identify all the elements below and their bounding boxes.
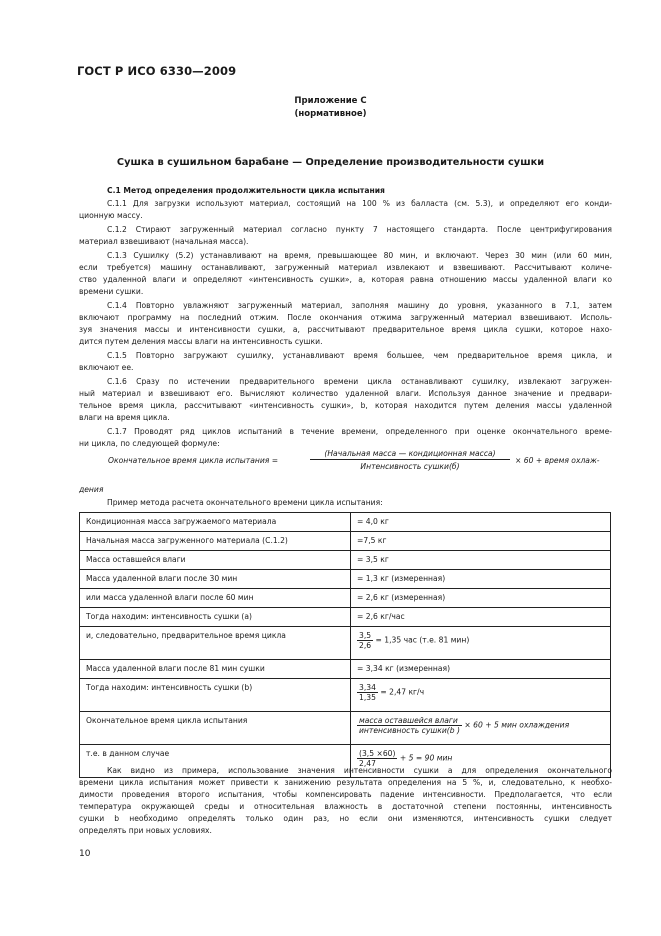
formula-denominator: Интенсивность сушки(б) bbox=[360, 462, 460, 471]
document-header: ГОСТ Р ИСО 6330—2009 bbox=[77, 64, 237, 78]
table-row bbox=[80, 532, 611, 551]
row-label: Начальная масса загруженного материала (С.1.2) bbox=[80, 532, 351, 551]
row-label: т.е. в данном случае bbox=[80, 745, 351, 778]
table-row bbox=[80, 551, 611, 570]
appendix-type: (нормативное) bbox=[294, 109, 367, 119]
row-label: Кондиционная масса загружаемого материала bbox=[80, 513, 351, 532]
appendix-title: Сушка в сушильном барабане — Определение производительности сушки bbox=[116, 157, 545, 168]
fraction-numerator: масса оставшейся влаги bbox=[357, 716, 462, 726]
paragraph-line: если требуется) машину останавливают, загруженный материал извлекают и взвешивают. Рассчитывают количе- bbox=[79, 263, 612, 272]
calculation-table bbox=[79, 512, 611, 778]
row-label: Окончательное время цикла испытания bbox=[80, 712, 351, 745]
fraction-denominator: 2,47 bbox=[359, 759, 376, 768]
paragraph-line: ный материал и взвешивают его. Вычисляют количество удаленной влаги. Используя данное значение и предвари- bbox=[79, 389, 612, 398]
row-label: и, следовательно, предварительное время цикла bbox=[80, 627, 351, 660]
row-value: = 3,34 кг (измеренная) bbox=[351, 660, 611, 679]
paragraph-line: влаги на время цикла. bbox=[79, 413, 170, 422]
example-intro: Пример метода расчета окончательного времени цикла испытания: bbox=[107, 498, 383, 507]
table-row bbox=[80, 589, 611, 608]
paragraph-line: зуя значения массы и интенсивности сушки, a, рассчитывают предварительное время цикла сушки, которое нахо- bbox=[79, 325, 612, 334]
fraction-denominator: 2,6 bbox=[359, 641, 372, 650]
row-value: = 4,0 кг bbox=[351, 513, 611, 532]
row-value-cell bbox=[351, 712, 611, 745]
paragraph-line: димости проведения второго испытания, чтобы компенсировать падение интенсивности. Предполагается, что если bbox=[79, 790, 612, 799]
paragraph-line: С.1.5 Повторно загружают сушилку, устанавливают время большее, чем предварительное время цикла, и bbox=[107, 351, 612, 360]
table-row bbox=[80, 712, 611, 745]
formula-continuation: дения bbox=[79, 485, 104, 494]
paragraph-line: ство удаленной влаги и определяют «интенсивность сушки», a, которая равна отношению массы удаленной влаги ко bbox=[79, 275, 612, 284]
row-label: Масса удаленной влаги после 81 мин сушки bbox=[80, 660, 351, 679]
row-value-cell bbox=[351, 627, 611, 660]
paragraph-line: времени сушки. bbox=[79, 287, 144, 296]
row-label: Тогда находим: интенсивность сушки (a) bbox=[80, 608, 351, 627]
paragraph-line: С.1.2 Стирают загруженный материал согласно пункту 7 настоящего стандарта. После центрифугирования bbox=[107, 225, 612, 234]
table-row bbox=[80, 627, 611, 660]
appendix-name: Приложение С bbox=[294, 96, 367, 106]
section-heading: С.1 Метод определения продолжительности цикла испытания bbox=[107, 186, 385, 195]
fraction bbox=[357, 683, 378, 702]
table-row bbox=[80, 513, 611, 532]
row-value: × 60 + 5 мин охлаждения bbox=[464, 720, 570, 730]
fraction-numerator: 3,34 bbox=[359, 683, 376, 692]
paragraph-line: С.1.3 Сушилку (5.2) устанавливают на время, превышающее 80 мин, и включают. Через 30 мин (или 60 мин, bbox=[107, 251, 612, 260]
paragraph-line: материал взвешивают (начальная масса). bbox=[79, 237, 249, 246]
paragraph-line: определять при новых условиях. bbox=[79, 826, 212, 835]
formula-rhs: × 60 + время охлаж- bbox=[515, 456, 600, 465]
fraction-denominator: 1,35 bbox=[359, 693, 376, 702]
row-label: Масса оставшейся влаги bbox=[80, 551, 351, 570]
table-row bbox=[80, 679, 611, 712]
paragraph-line: С.1.6 Сразу по истечении предварительного времени цикла останавливают сушилку, извлекают загружен- bbox=[107, 377, 612, 386]
row-value: = 2,6 кг/час bbox=[351, 608, 611, 627]
row-value: =7,5 кг bbox=[351, 532, 611, 551]
page-number: 10 bbox=[79, 849, 91, 859]
fraction-numerator: 3,5 bbox=[359, 631, 372, 640]
paragraph-line: Как видно из примера, использование значения интенсивности сушки a для определения окончательного bbox=[107, 766, 612, 775]
table-row bbox=[80, 660, 611, 679]
paragraph-line: времени цикла испытания может привести к занижению результата определения на 5 %, и, следовательно, к необхо- bbox=[79, 778, 612, 787]
paragraph-line: ни цикла, по следующей формуле: bbox=[79, 439, 220, 448]
formula-numerator: (Начальная масса — кондиционная масса) bbox=[310, 449, 510, 460]
row-value: + 5 = 90 мин bbox=[399, 753, 453, 763]
paragraph-line: включают ее. bbox=[79, 363, 134, 372]
row-label: Тогда находим: интенсивность сушки (b) bbox=[80, 679, 351, 712]
row-value-cell bbox=[351, 679, 611, 712]
fraction bbox=[357, 716, 462, 735]
paragraph-line: дится путем деления массы влаги на интенсивность сушки. bbox=[79, 337, 323, 346]
table-row bbox=[80, 608, 611, 627]
row-value: = 1,3 кг (измеренная) bbox=[351, 570, 611, 589]
paragraph-line: температура окружающей среды и относительная влажность в достаточной степени постоянны, интенсивность bbox=[79, 802, 612, 811]
row-value: = 2,47 кг/ч bbox=[380, 687, 425, 697]
paragraph-line: С.1.4 Повторно увлажняют загруженный материал, заполняя машину до уровня, указанного в 7.1, затем bbox=[107, 301, 612, 310]
fraction bbox=[357, 631, 373, 650]
fraction-numerator: (3,5 ×60) bbox=[359, 749, 396, 758]
paragraph-line: С.1.7 Проводят ряд циклов испытаний в течение времени, определенного при оценке окончательного време- bbox=[107, 427, 612, 436]
row-value: = 1,35 час (т.е. 81 мин) bbox=[375, 635, 470, 645]
row-value: = 3,5 кг bbox=[351, 551, 611, 570]
paragraph-line: тельное время цикла, рассчитывают «интенсивность сушки», b, которая находится путем деления массы удаленной bbox=[79, 401, 612, 410]
row-label: или масса удаленной влаги после 60 мин bbox=[80, 589, 351, 608]
table-row bbox=[80, 570, 611, 589]
paragraph-line: сушки b необходимо определять только один раз, но если они изменяются, интенсивность сушки следует bbox=[79, 814, 612, 823]
row-label: Масса удаленной влаги после 30 мин bbox=[80, 570, 351, 589]
paragraph-line: ционную массу. bbox=[79, 211, 143, 220]
paragraph-line: включают программу на последний отжим. После окончания отжима загруженный материал взвешивают. Исполь- bbox=[79, 313, 612, 322]
paragraph-line: С.1.1 Для загрузки используют материал, состоящий на 100 % из балласта (см. 5.3), и определяют его конди- bbox=[107, 199, 612, 208]
formula-lhs: Окончательное время цикла испытания = bbox=[108, 456, 279, 465]
row-value: = 2,6 кг (измеренная) bbox=[351, 589, 611, 608]
fraction-denominator: интенсивность сушки(b ) bbox=[359, 726, 460, 735]
